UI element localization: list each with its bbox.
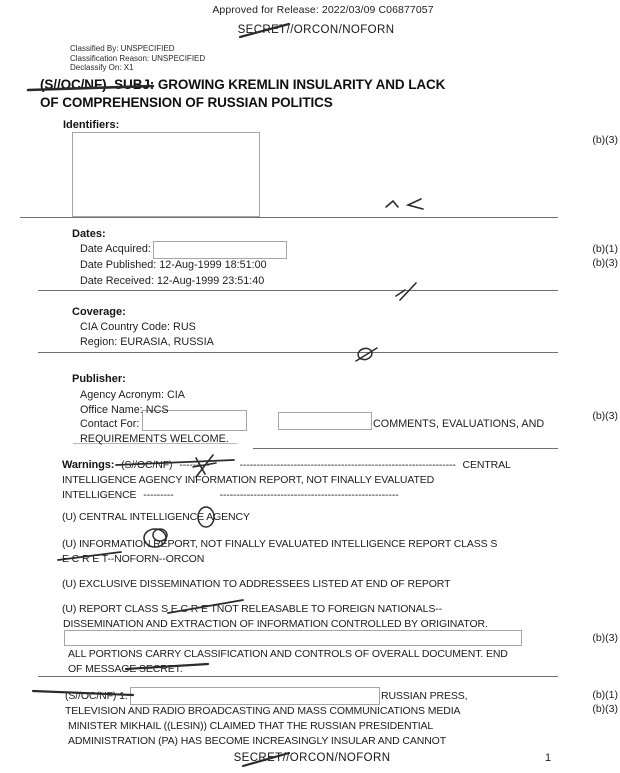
foia-exemption-tag: (b)(3) xyxy=(592,410,618,422)
foia-exemption-tag: (b)(3) xyxy=(592,257,618,269)
section-divider xyxy=(38,352,558,353)
classified-by-line: Classified By: UNSPECIFIED xyxy=(70,44,175,53)
section-divider xyxy=(253,448,558,449)
final-paragraph-line3: MINISTER MIKHAIL ((LESIN)) CLAIMED THAT THE RUSSIAN PRESIDENTIAL xyxy=(68,720,434,732)
approved-for-release-line: Approved for Release: 2022/03/09 C06877057 xyxy=(212,4,434,16)
subject-line-2: OF COMPREHENSION OF RUSSIAN POLITICS xyxy=(40,95,333,110)
redaction-box-identifiers xyxy=(72,132,260,217)
warnings-line-2: INTELLIGENCE AGENCY INFORMATION REPORT, NOT FINALLY EVALUATED xyxy=(62,474,435,486)
warnings-dashes: ---------------------------------------------------------------- xyxy=(239,459,456,471)
classification-reason-line: Classification Reason: UNSPECIFIED xyxy=(70,53,206,63)
handwritten-scribble-arrows-icon xyxy=(386,199,423,209)
foia-exemption-tag: (b)(3) xyxy=(592,703,618,715)
foia-exemption-tag: (b)(3) xyxy=(592,632,618,644)
warnings-line-1 xyxy=(62,459,511,471)
redaction-box-date-acquired xyxy=(153,241,287,259)
final-paragraph-line4: ADMINISTRATION (PA) HAS BECOME INCREASINGLY INSULAR AND CANNOT xyxy=(68,735,447,747)
contact-comments-text: COMMENTS, EVALUATIONS, AND xyxy=(373,418,545,430)
warnings-text: CENTRAL xyxy=(462,459,511,471)
section-divider xyxy=(20,217,558,218)
body-paragraph-report-class-line2: DISSEMINATION AND EXTRACTION OF INFORMATION CONTROLLED BY ORIGINATOR. xyxy=(63,618,488,630)
date-published-line: Date Published: 12-Aug-1999 18:51:00 xyxy=(80,259,267,271)
identifiers-label: Identifiers: xyxy=(63,119,120,131)
body-paragraph-cia: (U) CENTRAL INTELLIGENCE AGENCY xyxy=(62,511,250,523)
warnings-line-3 xyxy=(62,489,399,501)
subject-line-1 xyxy=(40,77,445,92)
region-line: Region: EURASIA, RUSSIA xyxy=(80,336,214,348)
body-paragraph-exclusive-dissem: (U) EXCLUSIVE DISSEMINATION TO ADDRESSEES LISTED AT END OF REPORT xyxy=(62,578,451,590)
coverage-label: Coverage: xyxy=(72,306,126,318)
subject-classification-marking: (S//OC/NF) xyxy=(40,77,107,92)
body-paragraph-all-portions-line1: ALL PORTIONS CARRY CLASSIFICATION AND CONTROLS OF OVERALL DOCUMENT. END xyxy=(68,648,508,660)
foia-exemption-tag: (b)(3) xyxy=(592,134,618,146)
final-paragraph-line2: TELEVISION AND RADIO BROADCASTING AND MASS COMMUNICATIONS MEDIA xyxy=(65,705,461,717)
subject-text: SUBJ: GROWING KREMLIN INSULARITY AND LACK xyxy=(114,77,446,92)
warnings-dashes: ----------------------------------------------------- xyxy=(219,489,399,501)
body-paragraph-inforep-line1: (U) INFORMATION REPORT, NOT FINALLY EVALUATED INTELLIGENCE REPORT CLASS S xyxy=(62,538,498,550)
declassify-on-line: Declassify On: X1 xyxy=(70,63,134,72)
warnings-classification-marking: (S//OC/NF) xyxy=(121,459,173,471)
classification-banner-top: SECRET//ORCON/NOFORN xyxy=(237,24,395,36)
handwritten-scribble-slash-icon xyxy=(396,283,416,300)
foia-exemption-tag: (b)(1) xyxy=(592,243,618,255)
body-paragraph-all-portions-line2: OF MESSAGE SECRET. xyxy=(68,663,183,675)
section-divider xyxy=(38,290,558,291)
classification-banner-bottom: SECRET//ORCON/NOFORN xyxy=(233,752,391,764)
classification-block xyxy=(70,44,205,73)
warnings-dashes: --------- xyxy=(143,489,174,501)
warnings-label: Warnings: xyxy=(62,459,115,471)
requirements-welcome-text: REQUIREMENTS WELCOME. xyxy=(80,433,229,445)
country-code-line: CIA Country Code: RUS xyxy=(80,321,196,333)
publisher-label: Publisher: xyxy=(72,373,126,385)
body-paragraph-report-class-line1: (U) REPORT CLASS S E C R E TNOT RELEASABLE TO FOREIGN NATIONALS-- xyxy=(62,603,443,615)
page-number: 1 xyxy=(545,752,552,764)
final-paragraph-line1-end: RUSSIAN PRESS, xyxy=(381,690,468,702)
body-paragraph-inforep-line2: E C R E T--NOFORN--ORCON xyxy=(62,553,205,565)
warnings-dashes: --------- xyxy=(179,459,210,471)
warnings-text: INTELLIGENCE xyxy=(62,489,137,501)
office-name-line: Office Name: NCS xyxy=(80,404,169,416)
section-divider xyxy=(38,676,558,677)
foia-exemption-tag: (b)(1) xyxy=(592,689,618,701)
redaction-box-paragraph xyxy=(130,687,380,705)
final-paragraph-marking: (S//OC/NF) 1. xyxy=(65,690,128,702)
redaction-box-portion xyxy=(64,630,522,646)
date-acquired-label: Date Acquired: xyxy=(80,243,151,255)
dates-label: Dates: xyxy=(72,228,106,240)
date-received-line: Date Received: 12-Aug-1999 23:51:40 xyxy=(80,275,265,287)
contact-for-label: Contact For: xyxy=(80,418,140,430)
redaction-box-contact-2 xyxy=(278,412,372,430)
agency-acronym-line: Agency Acronym: CIA xyxy=(80,389,186,401)
handwritten-scribble-circle-slash-icon xyxy=(356,347,377,361)
